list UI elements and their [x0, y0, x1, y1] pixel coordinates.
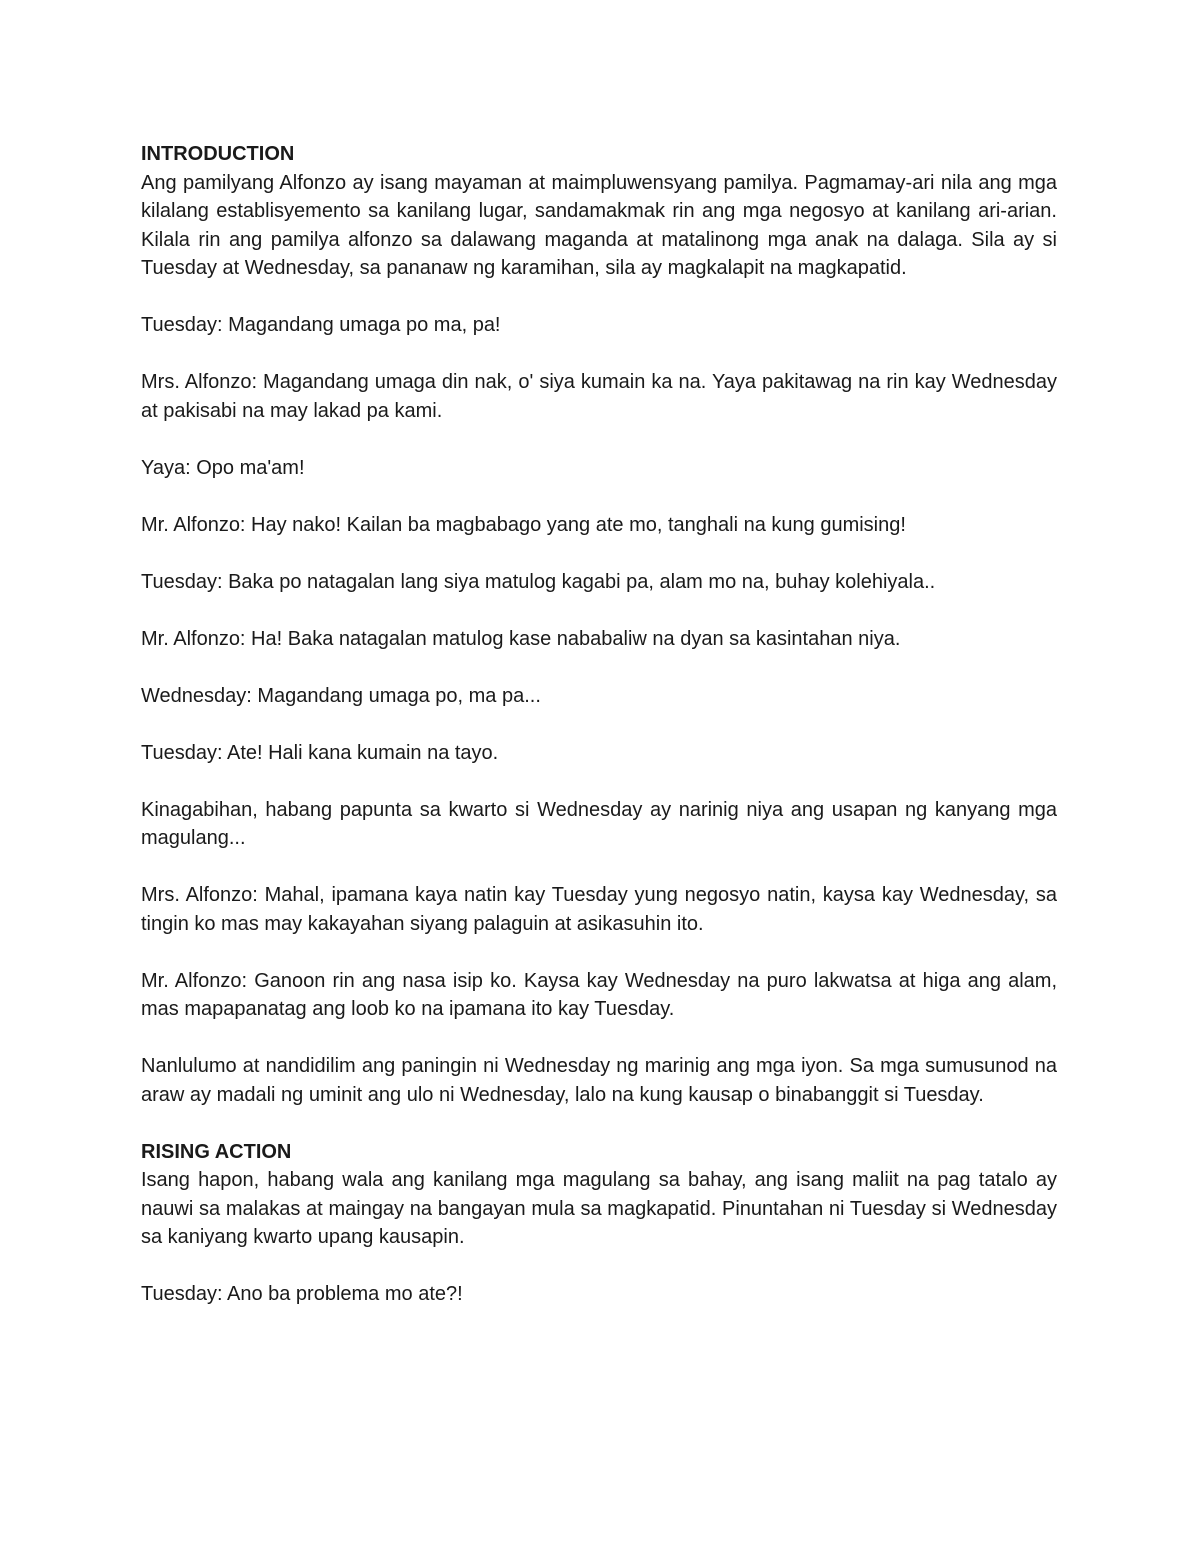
- dialogue-line: Mr. Alfonzo: Hay nako! Kailan ba magbabago yang ate mo, tanghali na kung gumising!: [141, 513, 906, 536]
- dialogue-line: Tuesday: Magandang umaga po ma, pa!: [141, 314, 501, 336]
- dialogue-line: Tuesday: Ano ba problema mo ate?!: [141, 1283, 463, 1305]
- paragraph: Ang pamilyang Alfonzo ay isang mayaman at maimpluwensyang pamilya. Pagmamay-ari nila ang mga kilalang establisyemento sa kanilang lugar, sandamakmak rin ang mga negosyo at kanilang ari-arian. Kilala rin ang pamilya alfonzo sa dalawang maganda at matalinong mga anak na dalaga. Sila ay si Tuesday at Wednesday, sa pananaw ng karamihan, sila ay magkalapit na magkapatid.: [141, 171, 1057, 279]
- dialogue-line: Mrs. Alfonzo: Mahal, ipamana kaya natin kay Tuesday yung negosyo natin, kaysa kay Wednesday, sa tingin ko mas may kakayahan siyang palaguin at asikasuhin ito.: [141, 884, 1057, 935]
- section-heading: RISING ACTION: [141, 1140, 292, 1163]
- document-page: [141, 140, 1057, 1309]
- paragraph: Kinagabihan, habang papunta sa kwarto si Wednesday ay narinig niya ang usapan ng kanyang mga magulang...: [141, 798, 1057, 849]
- dialogue-line: Mr. Alfonzo: Ha! Baka natagalan matulog kase nababaliw na dyan sa kasintahan niya.: [141, 627, 901, 650]
- dialogue-line: Mrs. Alfonzo: Magandang umaga din nak, o' siya kumain ka na. Yaya pakitawag na rin kay Wednesday at pakisabi na may lakad pa kami.: [141, 371, 1057, 422]
- dialogue-line: Yaya: Opo ma'am!: [141, 456, 305, 479]
- paragraph: Isang hapon, habang wala ang kanilang mga magulang sa bahay, ang isang maliit na pag tatalo ay nauwi sa malakas at maingay na bangayan mula sa magkapatid. Pinuntahan ni Tuesday si Wednesday sa kaniyang kwarto upang kausapin.: [141, 1169, 1057, 1248]
- dialogue-line: Mr. Alfonzo: Ganoon rin ang nasa isip ko. Kaysa kay Wednesday na puro lakwatsa at higa ang alam, mas mapapanatag ang loob ko na ipamana ito kay Tuesday.: [141, 969, 1057, 1020]
- section-heading: INTRODUCTION: [141, 143, 295, 165]
- dialogue-line: Wednesday: Magandang umaga po, ma pa...: [141, 684, 541, 707]
- section-rising-action: [141, 1138, 1057, 1309]
- dialogue-line: Tuesday: Ate! Hali kana kumain na tayo.: [141, 741, 499, 764]
- section-introduction: [141, 140, 1057, 1109]
- dialogue-line: Tuesday: Baka po natagalan lang siya matulog kagabi pa, alam mo na, buhay kolehiyala..: [141, 570, 936, 593]
- paragraph: Nanlulumo at nandidilim ang paningin ni Wednesday ng marinig ang mga iyon. Sa mga sumusunod na araw ay madali ng uminit ang ulo ni Wednesday, lalo na kung kausap o binabanggit si Tuesday.: [141, 1055, 1057, 1106]
